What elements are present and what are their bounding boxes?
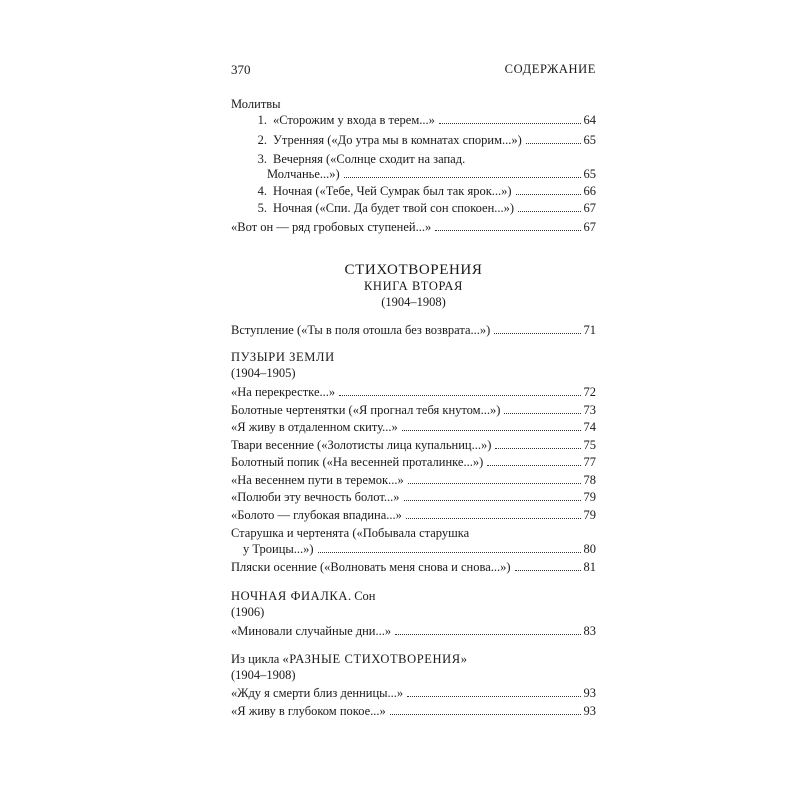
- toc-entry[interactable]: Болотные чертенятки («Я прогнал тебя кнутом...») 73: [231, 403, 596, 417]
- toc-entry[interactable]: 1. «Сторожим у входа в терем...» 64: [257, 113, 596, 127]
- toc-page-ref: 74: [583, 420, 596, 434]
- page-number: 370: [231, 62, 251, 77]
- toc-page-ref: 72: [583, 385, 596, 399]
- toc-entry[interactable]: «Я живу в глубоком покое...» 93: [231, 704, 596, 718]
- toc-page-ref: 83: [583, 624, 596, 638]
- toc-page-ref: 65: [583, 133, 596, 147]
- running-header: СОДЕРЖАНИЕ: [504, 62, 596, 76]
- toc-entry[interactable]: Старушка и чертенята («Побывала старушка: [231, 526, 470, 540]
- toc-page-ref: 67: [583, 220, 596, 234]
- toc-entry[interactable]: «Полюби эту вечность болот...» 79: [231, 490, 596, 504]
- toc-entry[interactable]: «Миновали случайные дни...» 83: [231, 624, 596, 638]
- toc-page-ref: 77: [583, 455, 596, 469]
- toc-page-ref: 64: [583, 113, 596, 127]
- toc-page-ref: 93: [583, 704, 596, 718]
- section-years: (1904–1905): [231, 366, 296, 380]
- section-title-molitvy: Молитвы: [231, 97, 281, 111]
- toc-page-ref: 78: [583, 473, 596, 487]
- section-years: (1904–1908): [231, 668, 296, 682]
- toc-entry[interactable]: «Я живу в отдаленном скиту...» 74: [231, 420, 596, 434]
- toc-entry[interactable]: 3. Вечерняя («Солнце сходит на запад.: [257, 152, 466, 166]
- toc-entry[interactable]: 4. Ночная («Тебе, Чей Сумрак был так ярок...») 66: [257, 184, 596, 198]
- section-title-raznye: Из цикла «РАЗНЫЕ СТИХОТВОРЕНИЯ»: [231, 652, 468, 666]
- toc-entry[interactable]: «На весеннем пути в теремок...» 78: [231, 473, 596, 487]
- toc-entry-continuation[interactable]: у Троицы...») 80: [243, 542, 596, 556]
- toc-page-ref: 71: [583, 323, 596, 337]
- toc-entry[interactable]: «Жду я смерти близ денницы...» 93: [231, 686, 596, 700]
- toc-page-ref: 75: [583, 438, 596, 452]
- toc-page-ref: 65: [583, 167, 596, 181]
- section-title-fialka: НОЧНАЯ ФИАЛКА. Сон: [231, 589, 376, 603]
- toc-entry-continuation[interactable]: Молчанье...») 65: [267, 167, 596, 181]
- toc-entry[interactable]: Болотный попик («На весенней проталинке...») 77: [231, 455, 596, 469]
- toc-entry[interactable]: «Болото — глубокая впадина...» 79: [231, 508, 596, 522]
- section-title-puzyri: ПУЗЫРИ ЗЕМЛИ: [231, 350, 335, 364]
- toc-page-ref: 81: [583, 560, 596, 574]
- toc-entry[interactable]: Пляски осенние («Волновать меня снова и снова...») 81: [231, 560, 596, 574]
- toc-entry[interactable]: 2. Утренняя («До утра мы в комнатах спорим...») 65: [257, 133, 596, 147]
- toc-entry[interactable]: «Вот он — ряд гробовых ступеней...» 67: [231, 220, 596, 234]
- book-years: (1904–1908): [381, 295, 446, 309]
- section-years: (1906): [231, 605, 265, 619]
- book-subtitle: КНИГА ВТОРАЯ: [364, 279, 463, 293]
- toc-entry[interactable]: «На перекрестке...» 72: [231, 385, 596, 399]
- toc-entry[interactable]: 5. Ночная («Спи. Да будет твой сон спокоен...») 67: [257, 201, 596, 215]
- toc-page-ref: 79: [583, 490, 596, 504]
- toc-entry[interactable]: Вступление («Ты в поля отошла без возврата...») 71: [231, 323, 596, 337]
- toc-page-ref: 73: [583, 403, 596, 417]
- toc-page-ref: 79: [583, 508, 596, 522]
- toc-entry[interactable]: Твари весенние («Золотисты лица купальниц...») 75: [231, 438, 596, 452]
- toc-page-ref: 66: [583, 184, 596, 198]
- toc-page-ref: 67: [583, 201, 596, 215]
- book-title: СТИХОТВОРЕНИЯ: [344, 262, 483, 278]
- toc-page-ref: 80: [583, 542, 596, 556]
- toc-page-ref: 93: [583, 686, 596, 700]
